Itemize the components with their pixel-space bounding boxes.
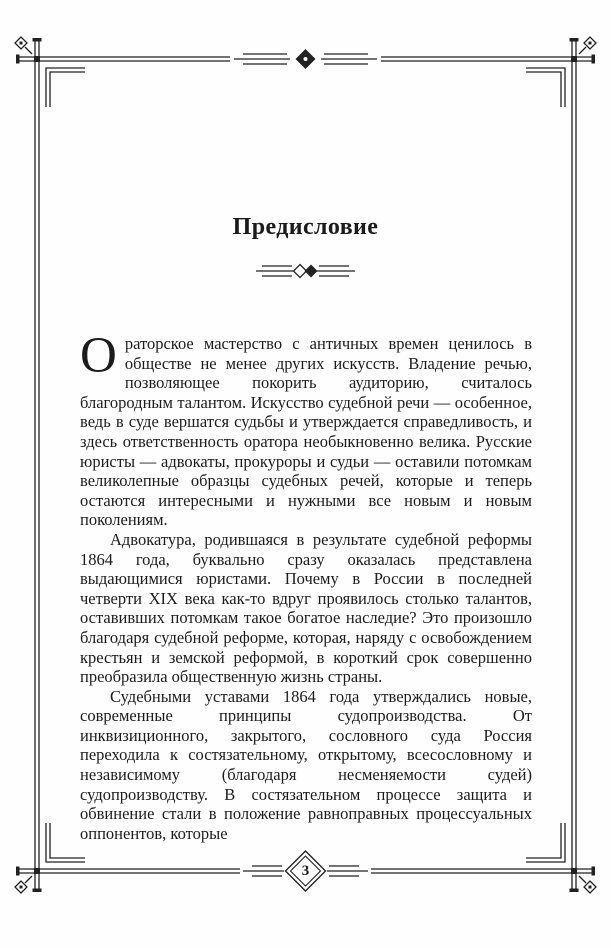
paragraph <box>80 328 532 530</box>
title-divider-ornament <box>256 265 355 278</box>
drop-cap: О <box>80 328 117 384</box>
chapter-title: Предисловие <box>232 214 379 240</box>
paragraph-text: раторское мастерство с античных времен ценилось в обществе не менее других искусств. Владение речью, позволяющее покорить аудиторию, считалось благородным талантом. Искусство судебной речи — особенное, ведь в суде вершатся судьбы и утверждается справедливость, и здесь ответственность оратора необыкновенно велика. Русские юристы — адвокаты, прокуроры и судьи — оставили потомкам великолепные образцы судебных речей, которые и теперь остаются интересными и нужными все новым и новым поколениям. <box>80 334 532 530</box>
top-border-ornament <box>230 46 381 72</box>
page-number: 3 <box>301 863 310 879</box>
paragraph: Судебными уставами 1864 года утверждались новые, современные принципы судопроизводства. От инквизиционного, закрытого, сословного суда Россия переходила к состязательному, открытому, всесословному и независимому (благодаря несменяемости судей) судопроизводству. В состязательном процессе защита и обвинение стали в положение равноправных процессуальных оппонентов, которые <box>80 686 532 843</box>
body-text <box>80 328 532 843</box>
paragraph: Адвокатура, родившаяся в результате судебной реформы 1864 года, буквально сразу оказалась представлена выдающимися юристами. Почему в России в последней четверти XIX века как-то вдруг проявилось столько талантов, оставивших потомкам такое богатое наследие? Это произошло благодаря судебной реформе, которая, наряду с освобождением крестьян и земской реформой, в короткий срок совершенно преобразила общественную жизнь страны. <box>80 529 532 687</box>
